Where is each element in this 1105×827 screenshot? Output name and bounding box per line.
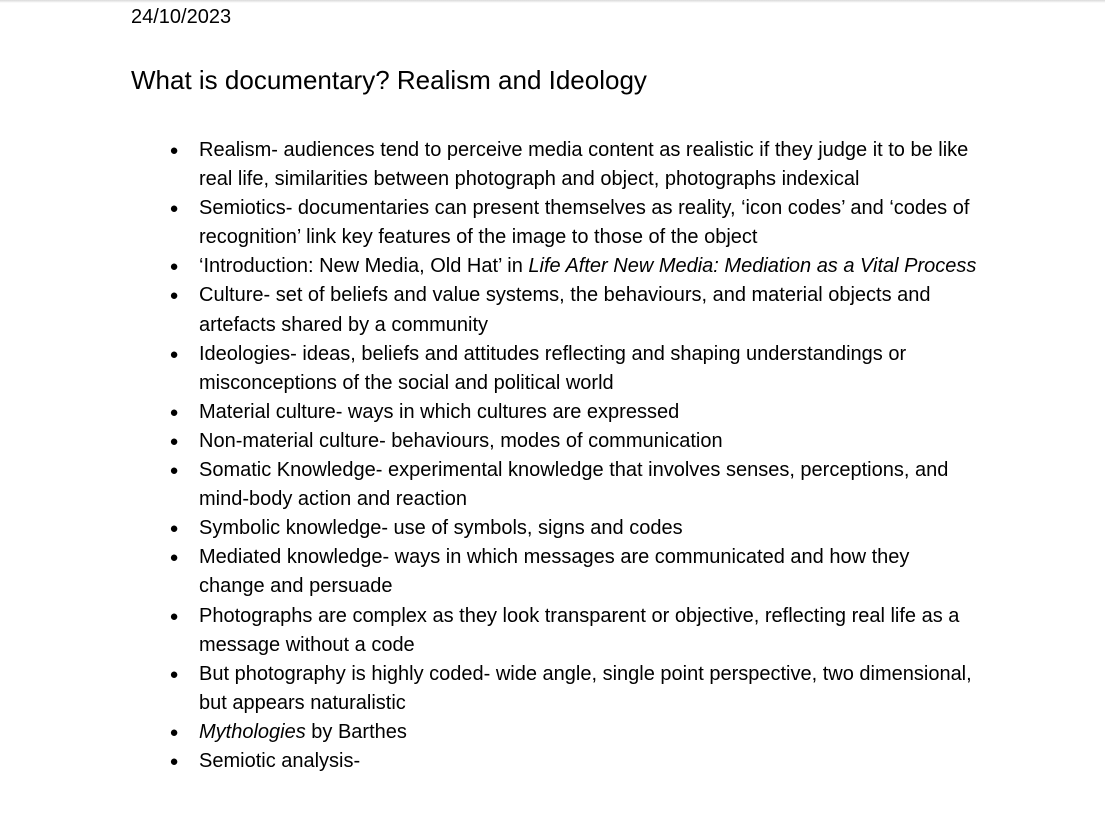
bullet-icon: ● [169,752,179,770]
note-text: Culture- set of beliefs and value systems, the behaviours, and material objects and artefacts shared by a community [199,284,931,336]
bullet-icon: ● [169,549,179,567]
list-item [0,281,979,339]
bullet-icon: ● [169,665,179,683]
document-date: 24/10/2023 [131,6,232,28]
list-item [0,602,979,660]
list-item [0,660,979,718]
bullet-icon: ● [169,345,179,363]
notes-list [0,136,1105,776]
list-item [0,456,979,514]
bullet-icon: ● [169,258,179,276]
note-text: But photography is highly coded- wide angle, single point perspective, two dimensional, but appears naturalistic [199,662,972,714]
bullet-icon: ● [169,142,179,159]
page-title: What is documentary? Realism and Ideology [131,65,647,95]
note-text: Symbolic knowledge- use of symbols, signs and codes [199,517,683,540]
list-item [0,718,979,747]
list-item [0,747,979,776]
note-text: Semiotic analysis- [199,749,361,772]
note-text: by Barthes [305,720,407,743]
list-item [0,194,979,252]
note-text: Material culture- ways in which cultures are expressed [199,400,680,423]
bullet-icon: ● [169,200,179,218]
list-item [0,252,979,281]
book-title: Life After New Media: Mediation as a Vital Process [528,255,977,278]
list-item [0,514,979,543]
note-text: Non-material culture- behaviours, modes of communication [199,429,723,452]
list-item [0,543,979,601]
bullet-icon: ● [169,403,179,421]
note-text: Ideologies- ideas, beliefs and attitudes reflecting and shaping understandings or misconceptions of the social and political world [199,342,907,394]
book-title: Mythologies [199,720,306,743]
list-item [0,398,979,427]
bullet-icon: ● [169,432,179,450]
bullet-icon: ● [169,607,179,625]
bullet-icon: ● [169,287,179,305]
list-item [0,340,979,398]
list-item [0,427,979,456]
note-text: Photographs are complex as they look transparent or objective, reflecting real life as a message without a code [199,604,960,656]
list-item [0,136,979,194]
bullet-icon: ● [169,520,179,538]
bullet-icon: ● [169,723,179,741]
note-text: Somatic Knowledge- experimental knowledge that involves senses, perceptions, and mind-body action and reaction [199,459,949,511]
note-text: Semiotics- documentaries can present themselves as reality, ‘icon codes’ and ‘codes of recognition’ link key features of the image to those of the object [199,197,970,249]
page-top-edge [0,0,1105,3]
note-text: Mediated knowledge- ways in which messages are communicated and how they change and persuade [199,546,910,598]
note-text: Realism- audiences tend to perceive media content as realistic if they judge it to be like real life, similarities between photograph and object, photographs indexical [199,139,969,191]
note-text: ‘Introduction: New Media, Old Hat’ in [199,255,529,278]
bullet-icon: ● [169,462,179,480]
